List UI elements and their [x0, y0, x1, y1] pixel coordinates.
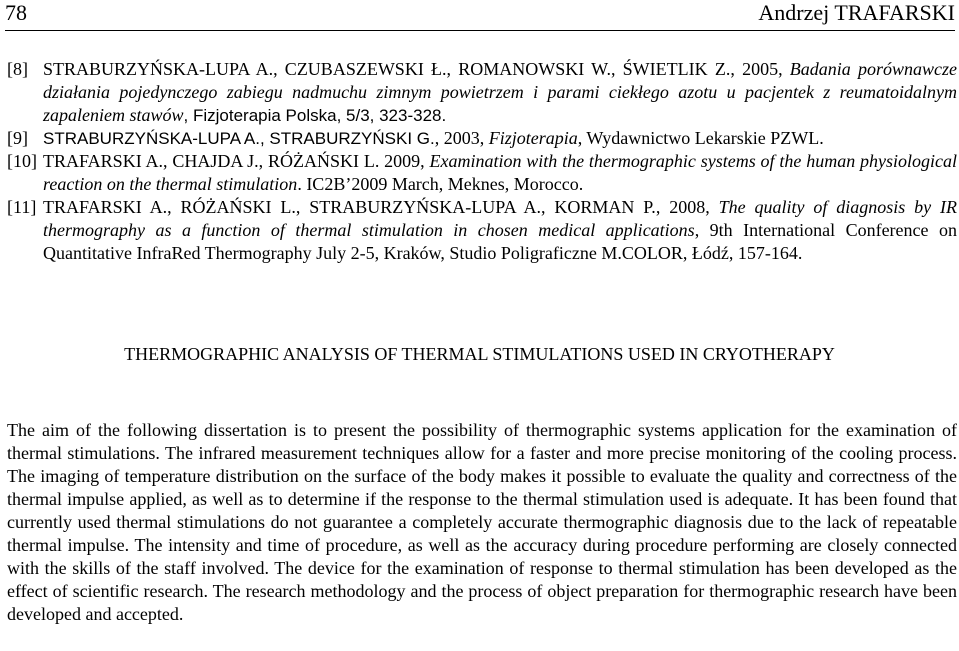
reference-authors: TRAFARSKI A., CHAJDA J., RÓŻAŃSKI L.: [43, 151, 380, 171]
reference-year: 2009,: [379, 151, 430, 171]
reference-authors: TRAFARSKI A., RÓŻAŃSKI L., STRABURZYŃSKA-LUPA A., KORMAN P.: [43, 197, 656, 217]
reference-title: Fizjoterapia: [488, 128, 578, 148]
reference-label: [10]: [7, 151, 37, 171]
reference-source: , 9th International Conference on Quantitative InfraRed Thermography July 2-5, Kraków, Studio Poligraficzne M.COLOR, Łódź, 157-164.: [43, 220, 957, 263]
reference-item: [7, 127, 957, 150]
reference-source: , Wydawnictwo Lekarskie PZWL.: [577, 128, 824, 148]
reference-year: , 2008,: [655, 197, 719, 217]
reference-label: [9]: [7, 128, 28, 148]
page-header: [5, 0, 955, 27]
header-rule: [5, 30, 955, 31]
reference-item: [7, 196, 957, 265]
abstract-paragraph: The aim of the following dissertation is to present the possibility of thermographic systems application for the examination of thermal stimulations. The infrared measurement techniques allow for a faster and more precise monitoring of the cooling process. The imaging of temperature distribution on the surface of the body makes it possible to evaluate the quality and correctness of the thermal impulse applied, as well as to determine if the response to the thermal stimulation used is adequate. It has been found that currently used thermal stimulations do not guarantee a completely accurate thermographic diagnosis due to the lack of repeatable thermal impulse. The intensity and time of procedure, as well as the accuracy during procedure performing are closely connected with the skills of the staff involved. The device for the examination of response to thermal stimulation has been developed as the effect of scientific research. The research methodology and the process of object preparation for thermographic research have been developed and accepted.: [7, 420, 957, 624]
reference-title: Badania porównawcze działania pojedynczego zabiegu nadmuchu zimnym powietrzem i parami ciekłego azotu u pacjentek z reumatoidalnym zapaleniem stawów: [43, 59, 958, 125]
reference-authors: STRABURZYŃSKA-LUPA A., STRABURZYŃSKI G.: [43, 129, 435, 148]
reference-source: . IC2B’2009 March, Meknes, Morocco.: [297, 174, 584, 194]
reference-list: [7, 58, 957, 265]
reference-authors: STRABURZYŃSKA-LUPA A., CZUBASZEWSKI Ł., ROMANOWSKI W., ŚWIETLIK Z.: [43, 59, 731, 79]
reference-title: Examination with the thermographic systems of the human physiological reaction on the thermal stimulation: [43, 151, 958, 194]
reference-item: [7, 150, 957, 196]
reference-item: [7, 58, 957, 127]
reference-source: , Fizjoterapia Polska, 5/3, 323-328.: [183, 106, 447, 125]
reference-year: , 2005,: [730, 59, 790, 79]
page-number: 78: [5, 0, 27, 25]
reference-title: The quality of diagnosis by IR thermography as a function of thermal stimulation in chosen medical applications: [43, 197, 958, 240]
reference-year: , 2003,: [434, 128, 489, 148]
reference-label: [8]: [7, 59, 28, 79]
section-title: THERMOGRAPHIC ANALYSIS OF THERMAL STIMULATIONS USED IN CRYOTHERAPY: [124, 344, 835, 364]
running-author: Andrzej TRAFARSKI: [758, 0, 955, 25]
reference-label: [11]: [7, 197, 37, 217]
